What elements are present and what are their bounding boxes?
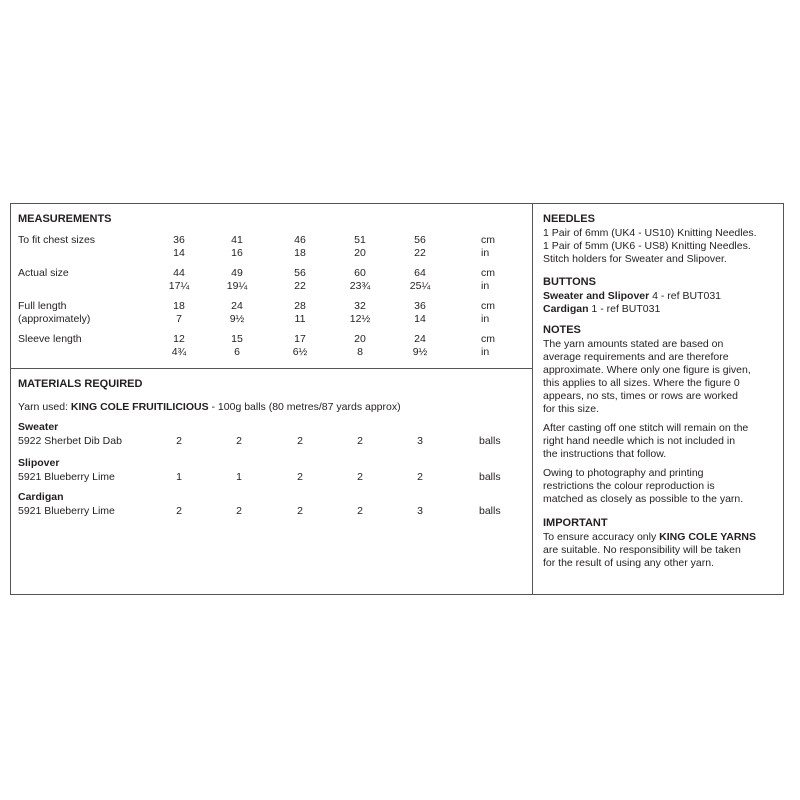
measurement-value-in: 17¼: [168, 280, 190, 292]
shade-name: 5921 Blueberry Lime: [18, 471, 115, 483]
measurement-value-in: 22: [414, 247, 426, 259]
measurement-units: [481, 234, 495, 260]
measurement-value-cm: 32: [354, 300, 366, 312]
buttons-section: [543, 276, 783, 316]
yarn-amount: 2: [297, 505, 303, 517]
unit-cm: cm: [481, 300, 495, 312]
measurement-value: [395, 333, 445, 359]
important-prefix: To ensure accuracy only: [543, 531, 660, 543]
needles-line: 1 Pair of 5mm (UK6 - US8) Knitting Needles.: [543, 240, 751, 252]
measurement-value: [275, 333, 325, 359]
measurement-units: [481, 333, 495, 359]
unit-in: in: [481, 280, 490, 292]
measurement-value: [154, 333, 204, 359]
yarn-amount: 2: [357, 471, 363, 483]
unit-cm: cm: [481, 267, 495, 279]
buttons-heading: BUTTONS: [543, 276, 596, 288]
measurement-value-cm: 28: [294, 300, 306, 312]
measurement-value-cm: 24: [414, 333, 426, 345]
measurement-label: [18, 300, 90, 326]
yarn-used-prefix: Yarn used:: [18, 401, 71, 413]
yarn-amount: 2: [236, 435, 242, 447]
column-divider: [532, 203, 533, 595]
shade-name: 5922 Sherbet Dib Dab: [18, 435, 122, 447]
yarn-amount: 1: [176, 471, 182, 483]
measurement-value: [275, 300, 325, 326]
important-line: are suitable. No responsibility will be taken: [543, 544, 741, 556]
measurement-value-cm: 46: [294, 234, 306, 246]
yarn-used-suffix: - 100g balls (80 metres/87 yards approx): [208, 401, 401, 413]
measurements-heading: MEASUREMENTS: [18, 213, 112, 225]
measurement-value-cm: 15: [231, 333, 243, 345]
garment-name: Slipover: [18, 457, 60, 469]
measurement-value: [275, 234, 325, 260]
yarn-amount: 2: [297, 471, 303, 483]
notes-section: [543, 324, 783, 506]
measurement-value: [335, 300, 385, 326]
yarn-amount: 2: [417, 471, 423, 483]
measurement-value-in: 19¼: [226, 280, 248, 292]
yarn-amount: 3: [417, 435, 423, 447]
important-line: [543, 531, 783, 544]
notes-line: the instructions that follow.: [543, 448, 667, 460]
yarn-name: KING COLE FRUITILICIOUS: [70, 401, 209, 413]
yarn-amount: 2: [357, 505, 363, 517]
unit-cm: cm: [481, 234, 495, 246]
measurement-value-in: 6: [234, 346, 240, 358]
measurement-units: [481, 300, 495, 326]
buttons-garment: Sweater and Slipover: [543, 290, 650, 302]
measurement-value-in: 14: [414, 313, 426, 325]
needles-line: 1 Pair of 6mm (UK4 - US10) Knitting Needles.: [543, 227, 757, 239]
needles-heading: NEEDLES: [543, 213, 595, 225]
buttons-garment: Cardigan: [543, 303, 589, 315]
measurement-value-in: 22: [294, 280, 306, 292]
materials-heading: MATERIALS REQUIRED: [18, 378, 143, 390]
measurement-value-in: 18: [294, 247, 306, 259]
measurement-value: [275, 267, 325, 293]
measurement-value: [154, 234, 204, 260]
unit-in: in: [481, 313, 490, 325]
buttons-ref: 1 - ref BUT031: [588, 303, 661, 315]
measurement-label-line: Actual size: [18, 267, 69, 279]
measurement-label-line: Full length: [18, 300, 67, 312]
measurement-value: [212, 333, 262, 359]
measurement-value-cm: 64: [414, 267, 426, 279]
measurement-value-cm: 18: [173, 300, 185, 312]
measurement-value: [212, 300, 262, 326]
yarn-used-line: [18, 401, 401, 413]
measurement-value-cm: 56: [414, 234, 426, 246]
measurement-label: [18, 234, 95, 247]
garment-name: Sweater: [18, 421, 59, 433]
measurement-value-in: 25¼: [409, 280, 431, 292]
section-divider: [10, 368, 533, 369]
measurement-value-in: 16: [231, 247, 243, 259]
measurement-value: [335, 234, 385, 260]
measurement-value: [335, 333, 385, 359]
measurement-label: [18, 333, 82, 346]
measurement-value-cm: 49: [231, 267, 243, 279]
measurement-value-in: 14: [173, 247, 185, 259]
measurement-value-in: 12½: [349, 313, 371, 325]
measurement-value-in: 8: [357, 346, 363, 358]
yarn-amount: 1: [236, 471, 242, 483]
yarn-amount: 2: [176, 505, 182, 517]
measurement-value-cm: 60: [354, 267, 366, 279]
measurement-units: [481, 267, 495, 293]
needles-section: [543, 213, 783, 266]
measurement-value-cm: 24: [231, 300, 243, 312]
measurement-value: [154, 300, 204, 326]
measurement-value-in: 6½: [292, 346, 308, 358]
yarn-amount: 2: [357, 435, 363, 447]
notes-line: right hand needle which is not included in: [543, 435, 736, 447]
measurement-label-line: (approximately): [18, 313, 91, 325]
important-heading: IMPORTANT: [543, 517, 608, 529]
notes-line: The yarn amounts stated are based on: [543, 338, 724, 350]
buttons-ref: 4 - ref BUT031: [649, 290, 721, 302]
important-section: [543, 517, 783, 570]
needles-line: Stitch holders for Sweater and Slipover.: [543, 253, 727, 265]
garment-name: Cardigan: [18, 491, 64, 503]
unit-cm: cm: [481, 333, 495, 345]
notes-line: After casting off one stitch will remain on the: [543, 422, 749, 434]
notes-line: restrictions the colour reproduction is: [543, 480, 715, 492]
measurement-value-cm: 36: [173, 234, 185, 246]
unit-in: in: [481, 346, 490, 358]
yarn-amount: 2: [176, 435, 182, 447]
measurement-label-line: Sleeve length: [18, 333, 82, 345]
measurement-value-cm: 36: [414, 300, 426, 312]
yarn-amount: 2: [297, 435, 303, 447]
notes-heading: NOTES: [543, 324, 581, 336]
notes-line: average requirements and are therefore: [543, 351, 729, 363]
measurement-value-cm: 17: [294, 333, 306, 345]
measurement-label: [18, 267, 69, 280]
measurement-value-in: 9½: [412, 346, 428, 358]
notes-line: Owing to photography and printing: [543, 467, 704, 479]
measurement-value: [212, 234, 262, 260]
measurement-value-in: 23¾: [349, 280, 371, 292]
measurement-value: [395, 267, 445, 293]
important-line: for the result of using any other yarn.: [543, 557, 715, 569]
measurement-value-cm: 51: [354, 234, 366, 246]
measurement-value-in: 4¾: [171, 346, 187, 358]
buttons-line: [543, 290, 783, 303]
measurement-value-cm: 44: [173, 267, 185, 279]
shade-name: 5921 Blueberry Lime: [18, 505, 115, 517]
measurement-value: [395, 300, 445, 326]
yarn-amount: 2: [236, 505, 242, 517]
measurement-value-in: 9½: [229, 313, 245, 325]
unit-in: in: [481, 247, 490, 259]
measurement-value: [395, 234, 445, 260]
measurement-value: [154, 267, 204, 293]
yarn-unit: balls: [479, 471, 501, 483]
measurement-value-in: 7: [176, 313, 182, 325]
notes-line: appears, no sts, times or rows are worked: [543, 390, 738, 402]
notes-line: approximate. Where only one figure is given,: [543, 364, 751, 376]
measurement-value: [335, 267, 385, 293]
measurement-value-in: 11: [294, 313, 306, 325]
important-brand: KING COLE YARNS: [659, 531, 757, 543]
measurement-value-in: 20: [354, 247, 366, 259]
measurement-value-cm: 12: [173, 333, 185, 345]
notes-line: this applies to all sizes. Where the figure 0: [543, 377, 740, 389]
measurement-value-cm: 41: [231, 234, 243, 246]
notes-line: matched as closely as possible to the yarn.: [543, 493, 744, 505]
measurement-value-cm: 56: [294, 267, 306, 279]
measurement-value-cm: 20: [354, 333, 366, 345]
notes-line: for this size.: [543, 403, 600, 415]
measurement-label-line: To fit chest sizes: [18, 234, 96, 246]
yarn-unit: balls: [479, 505, 501, 517]
measurement-value: [212, 267, 262, 293]
yarn-unit: balls: [479, 435, 501, 447]
yarn-amount: 3: [417, 505, 423, 517]
buttons-line: [543, 303, 783, 316]
